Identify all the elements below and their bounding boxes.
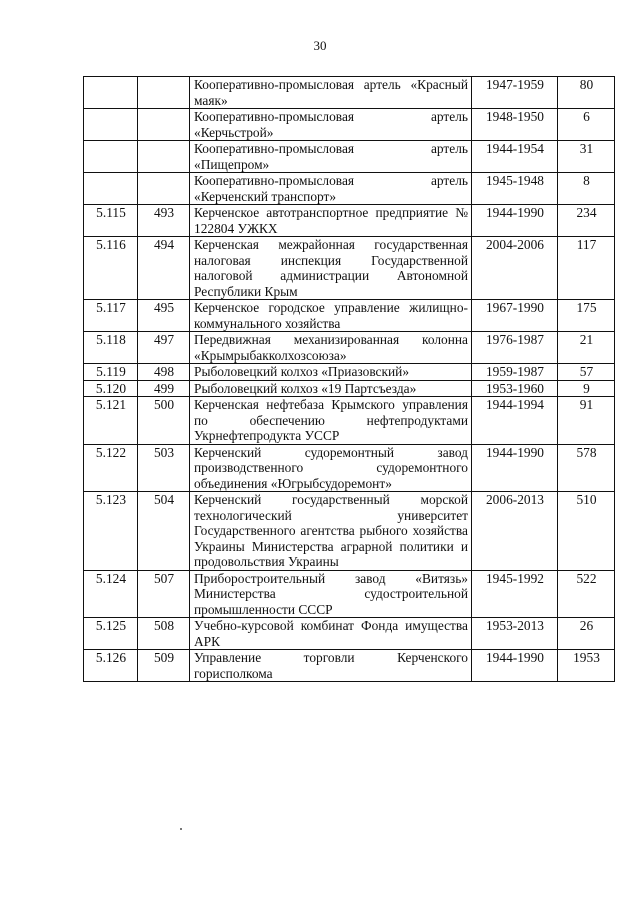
fund-number: 500 (138, 397, 190, 445)
date-range: 2004-2006 (472, 237, 558, 300)
fund-number: 495 (138, 300, 190, 332)
date-range: 2006-2013 (472, 492, 558, 571)
row-number: 5.120 (84, 380, 138, 397)
table-row (84, 618, 615, 650)
fund-number: 504 (138, 492, 190, 571)
table-row (84, 364, 615, 381)
fund-name: Кооперативно-промысловая артель «Керчьстрой» (190, 109, 472, 141)
item-count: 91 (558, 397, 615, 445)
fund-name: Передвижная механизированная колонна «Крымрыбакколхозсоюза» (190, 332, 472, 364)
fund-name: Учебно-курсовой комбинат Фонда имущества АРК (190, 618, 472, 650)
date-range: 1944-1994 (472, 397, 558, 445)
fund-name: Приборостроительный завод «Витязь» Министерства судостроительной промышленности СССР (190, 570, 472, 618)
fund-number: 503 (138, 444, 190, 492)
date-range: 1976-1987 (472, 332, 558, 364)
table-row (84, 77, 615, 109)
date-range: 1944-1990 (472, 650, 558, 682)
item-count: 510 (558, 492, 615, 571)
fund-name: Кооперативно-промысловая артель «Пищепром» (190, 141, 472, 173)
row-number: 5.121 (84, 397, 138, 445)
row-number: 5.124 (84, 570, 138, 618)
row-number: 5.116 (84, 237, 138, 300)
item-count: 234 (558, 205, 615, 237)
fund-number (138, 77, 190, 109)
date-range: 1967-1990 (472, 300, 558, 332)
item-count: 175 (558, 300, 615, 332)
table-row (84, 237, 615, 300)
archive-fund-table (83, 76, 615, 682)
item-count: 522 (558, 570, 615, 618)
fund-name: Управление торговли Керченского горисполкома (190, 650, 472, 682)
table-row (84, 444, 615, 492)
item-count: 31 (558, 141, 615, 173)
item-count: 117 (558, 237, 615, 300)
date-range: 1948-1950 (472, 109, 558, 141)
date-range: 1953-2013 (472, 618, 558, 650)
fund-name: Кооперативно-промысловая артель «Красный маяк» (190, 77, 472, 109)
fund-number: 499 (138, 380, 190, 397)
row-number: 5.123 (84, 492, 138, 571)
scan-speck (180, 828, 182, 830)
date-range: 1944-1990 (472, 444, 558, 492)
date-range: 1945-1992 (472, 570, 558, 618)
table-row (84, 109, 615, 141)
fund-number (138, 173, 190, 205)
fund-name: Рыболовецкий колхоз «Приазовский» (190, 364, 472, 381)
row-number (84, 109, 138, 141)
fund-number: 493 (138, 205, 190, 237)
item-count: 578 (558, 444, 615, 492)
fund-number (138, 141, 190, 173)
fund-number: 507 (138, 570, 190, 618)
fund-name: Керченская нефтебаза Крымского управления по обеспечению нефтепродуктами Укрнефтепродукта УССР (190, 397, 472, 445)
fund-name: Керченский судоремонтный завод производственного судоремонтного объединения «Югрыбсудоремонт» (190, 444, 472, 492)
fund-number: 509 (138, 650, 190, 682)
item-count: 1953 (558, 650, 615, 682)
table-row (84, 173, 615, 205)
fund-name: Керченский государственный морской технологический университет Государственного агентства рыбного хозяйства Украины Министерства аграрной политики и продовольствия Украины (190, 492, 472, 571)
row-number: 5.122 (84, 444, 138, 492)
item-count: 80 (558, 77, 615, 109)
fund-number (138, 109, 190, 141)
table-row (84, 492, 615, 571)
fund-number: 494 (138, 237, 190, 300)
fund-name: Керченское городское управление жилищно-коммунального хозяйства (190, 300, 472, 332)
item-count: 21 (558, 332, 615, 364)
page-number: 30 (313, 38, 327, 53)
table-row (84, 205, 615, 237)
fund-name: Керченское автотранспортное предприятие № 122804 УЖКХ (190, 205, 472, 237)
date-range: 1945-1948 (472, 173, 558, 205)
fund-number: 508 (138, 618, 190, 650)
row-number (84, 141, 138, 173)
item-count: 26 (558, 618, 615, 650)
table-row (84, 300, 615, 332)
row-number (84, 173, 138, 205)
row-number (84, 77, 138, 109)
row-number: 5.117 (84, 300, 138, 332)
item-count: 8 (558, 173, 615, 205)
table-row (84, 397, 615, 445)
row-number: 5.118 (84, 332, 138, 364)
table-row (84, 141, 615, 173)
fund-name: Кооперативно-промысловая артель «Керченский транспорт» (190, 173, 472, 205)
table-row (84, 380, 615, 397)
item-count: 57 (558, 364, 615, 381)
date-range: 1944-1990 (472, 205, 558, 237)
date-range: 1953-1960 (472, 380, 558, 397)
row-number: 5.126 (84, 650, 138, 682)
row-number: 5.119 (84, 364, 138, 381)
row-number: 5.125 (84, 618, 138, 650)
fund-number: 498 (138, 364, 190, 381)
item-count: 9 (558, 380, 615, 397)
date-range: 1959-1987 (472, 364, 558, 381)
row-number: 5.115 (84, 205, 138, 237)
date-range: 1944-1954 (472, 141, 558, 173)
fund-name: Рыболовецкий колхоз «19 Партсъезда» (190, 380, 472, 397)
table-row (84, 650, 615, 682)
fund-number: 497 (138, 332, 190, 364)
date-range: 1947-1959 (472, 77, 558, 109)
table-row (84, 570, 615, 618)
fund-name: Керченская межрайонная государственная налоговая инспекция Государственной налоговой администрации Автономной Республики Крым (190, 237, 472, 300)
table-row (84, 332, 615, 364)
item-count: 6 (558, 109, 615, 141)
